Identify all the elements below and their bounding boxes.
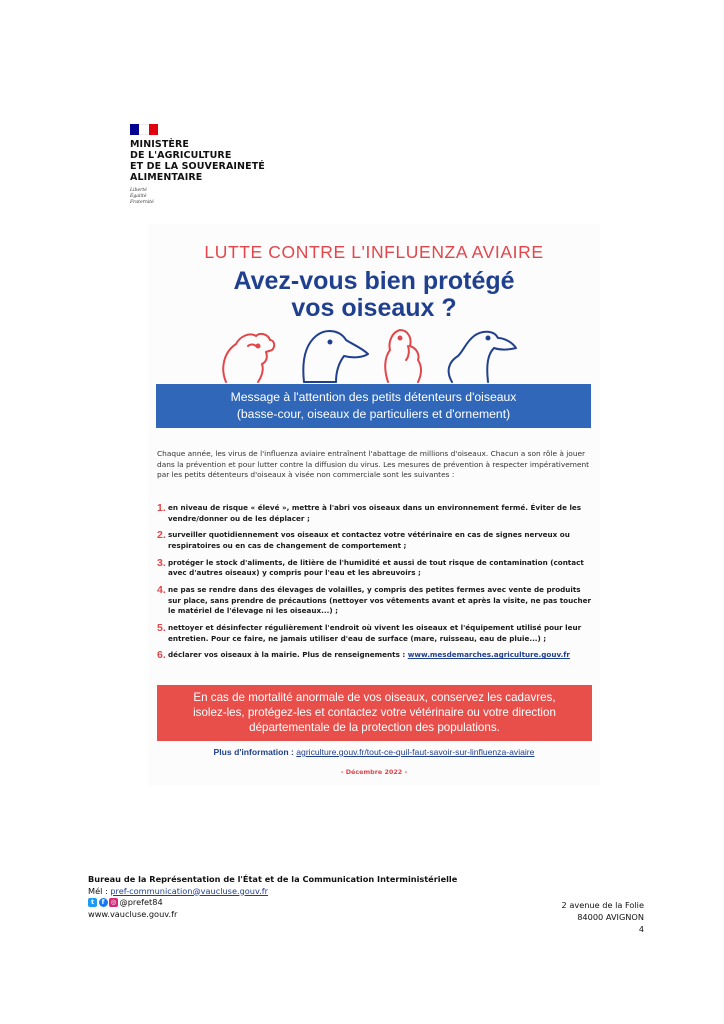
measure-text: surveiller quotidiennement vos oiseaux et contactez votre vétérinaire en cas de signes nerveux ou respiratoires ou en cas de changement de comportement ;: [168, 530, 570, 550]
measure-number: 5.: [157, 622, 166, 635]
poster-date: - Décembre 2022 -: [340, 768, 408, 776]
measure-number: 2.: [157, 529, 166, 542]
mail-link[interactable]: pref-communication@vaucluse.gouv.fr: [110, 885, 269, 896]
measure-text: en niveau de risque « élevé », mettre à l'abri vos oiseaux dans un environnement fermé. Éviter de les vendre/donner ou de les déplacer ;: [168, 503, 582, 523]
measure-number: 3.: [157, 556, 166, 569]
list-item: [157, 503, 593, 524]
website-link[interactable]: www.vaucluse.gouv.fr: [88, 908, 178, 919]
more-info-line: [148, 747, 600, 757]
social-handle: @prefet84: [119, 897, 163, 907]
social-line: [88, 897, 457, 909]
intro-paragraph: Chaque année, les virus de l'influenza aviaire entraînent l'abattage de millions d'oiseaux. Chacun a son rôle à jouer dans la prévention et pour lutter contre la diffusion du virus. Les mesures de prévention à respecter impérativement par les petits détenteurs d'oiseaux à visée non commerciale sont les suivantes :: [157, 449, 590, 479]
mortality-alert-box: En cas de mortalité anormale de vos oiseaux, conservez les cadavres, isolez-les, protégez-les et contactez votre vétérinaire ou votre direction départementale de la protection des populations.: [157, 685, 592, 741]
instagram-icon[interactable]: ◎: [110, 898, 117, 907]
page-number: 4: [638, 925, 644, 934]
measure-number: 4.: [157, 584, 166, 597]
measure-text: protéger le stock d'aliments, de litière de l'humidité et aussi de tout risque de contamination (contact avec d'autres oiseaux) y compris pour l'eau et les abreuvoirs ;: [168, 557, 584, 578]
measure-text: [168, 650, 570, 661]
measure-text: nettoyer et désinfecter régulièrement l'endroit où vivent les oiseaux et l'équipement utilisé pour leur entretien. Pour ce faire, ne jamais utiliser d'eau de surface (mare, ruisseau, eau de pluie...) ;: [168, 623, 582, 643]
list-item: [157, 558, 593, 579]
address-city: 84000 AVIGNON: [577, 911, 644, 922]
turkey-icon: [385, 330, 421, 382]
footer-address: [562, 900, 644, 923]
marianne-flag-logo: [130, 124, 158, 135]
measure-text-lead: déclarer vos oiseaux à la mairie. Plus de renseignements :: [168, 650, 408, 660]
list-item: [157, 623, 593, 644]
address-street: 2 avenue de la Folie: [561, 900, 644, 910]
duck-icon: [303, 331, 368, 382]
prevention-measures-list: [157, 503, 593, 668]
mail-label: Mél :: [88, 885, 111, 896]
ministry-header: [130, 124, 265, 206]
rooster-icon: [223, 334, 274, 382]
measure-text: ne pas se rendre dans des élevages de volailles, y compris des petites fermes avec vente de produits sur place, sans prendre de précautions (nettoyer vos vêtements avant et après la visite, ne pas toucher le matériel de l'élevage ni les oiseaux...) ;: [168, 585, 592, 616]
list-item: [157, 585, 593, 617]
ministry-name: MINISTÈRE DE L'AGRICULTURE ET DE LA SOUVERAINETÉ ALIMENTAIRE: [130, 139, 265, 183]
footer-mail-line: [88, 886, 457, 898]
republic-motto: Liberté Égalité Fraternité: [130, 188, 154, 205]
list-item: [157, 530, 593, 551]
facebook-icon[interactable]: f: [99, 898, 108, 907]
measure-number: 1.: [157, 502, 166, 514]
goose-icon: [449, 332, 516, 382]
audience-banner: Message à l'attention des petits détenteurs d'oiseaux (basse-cour, oiseaux de particuliers et d'ornement): [156, 384, 591, 428]
footer-contact: [88, 874, 457, 920]
poster-headline: Avez-vous bien protégé vos oiseaux ?: [233, 267, 515, 322]
poster-overline: LUTTE CONTRE L'INFLUENZA AVIAIRE: [204, 242, 544, 262]
birds-illustration: [212, 324, 536, 384]
twitter-icon[interactable]: t: [88, 898, 97, 907]
footer-bureau: Bureau de la Représentation de l'État et de la Communication Interministérielle: [88, 874, 458, 884]
more-info-link[interactable]: agriculture.gouv.fr/tout-ce-quil-faut-savoir-sur-linfluenza-aviaire: [296, 747, 535, 757]
mesdemarches-link[interactable]: www.mesdemarches.agriculture.gouv.fr: [407, 650, 570, 660]
measure-number: 6.: [157, 649, 166, 662]
list-item: [157, 650, 593, 661]
more-info-label: Plus d'information :: [213, 747, 297, 757]
avian-flu-poster: [148, 224, 600, 786]
